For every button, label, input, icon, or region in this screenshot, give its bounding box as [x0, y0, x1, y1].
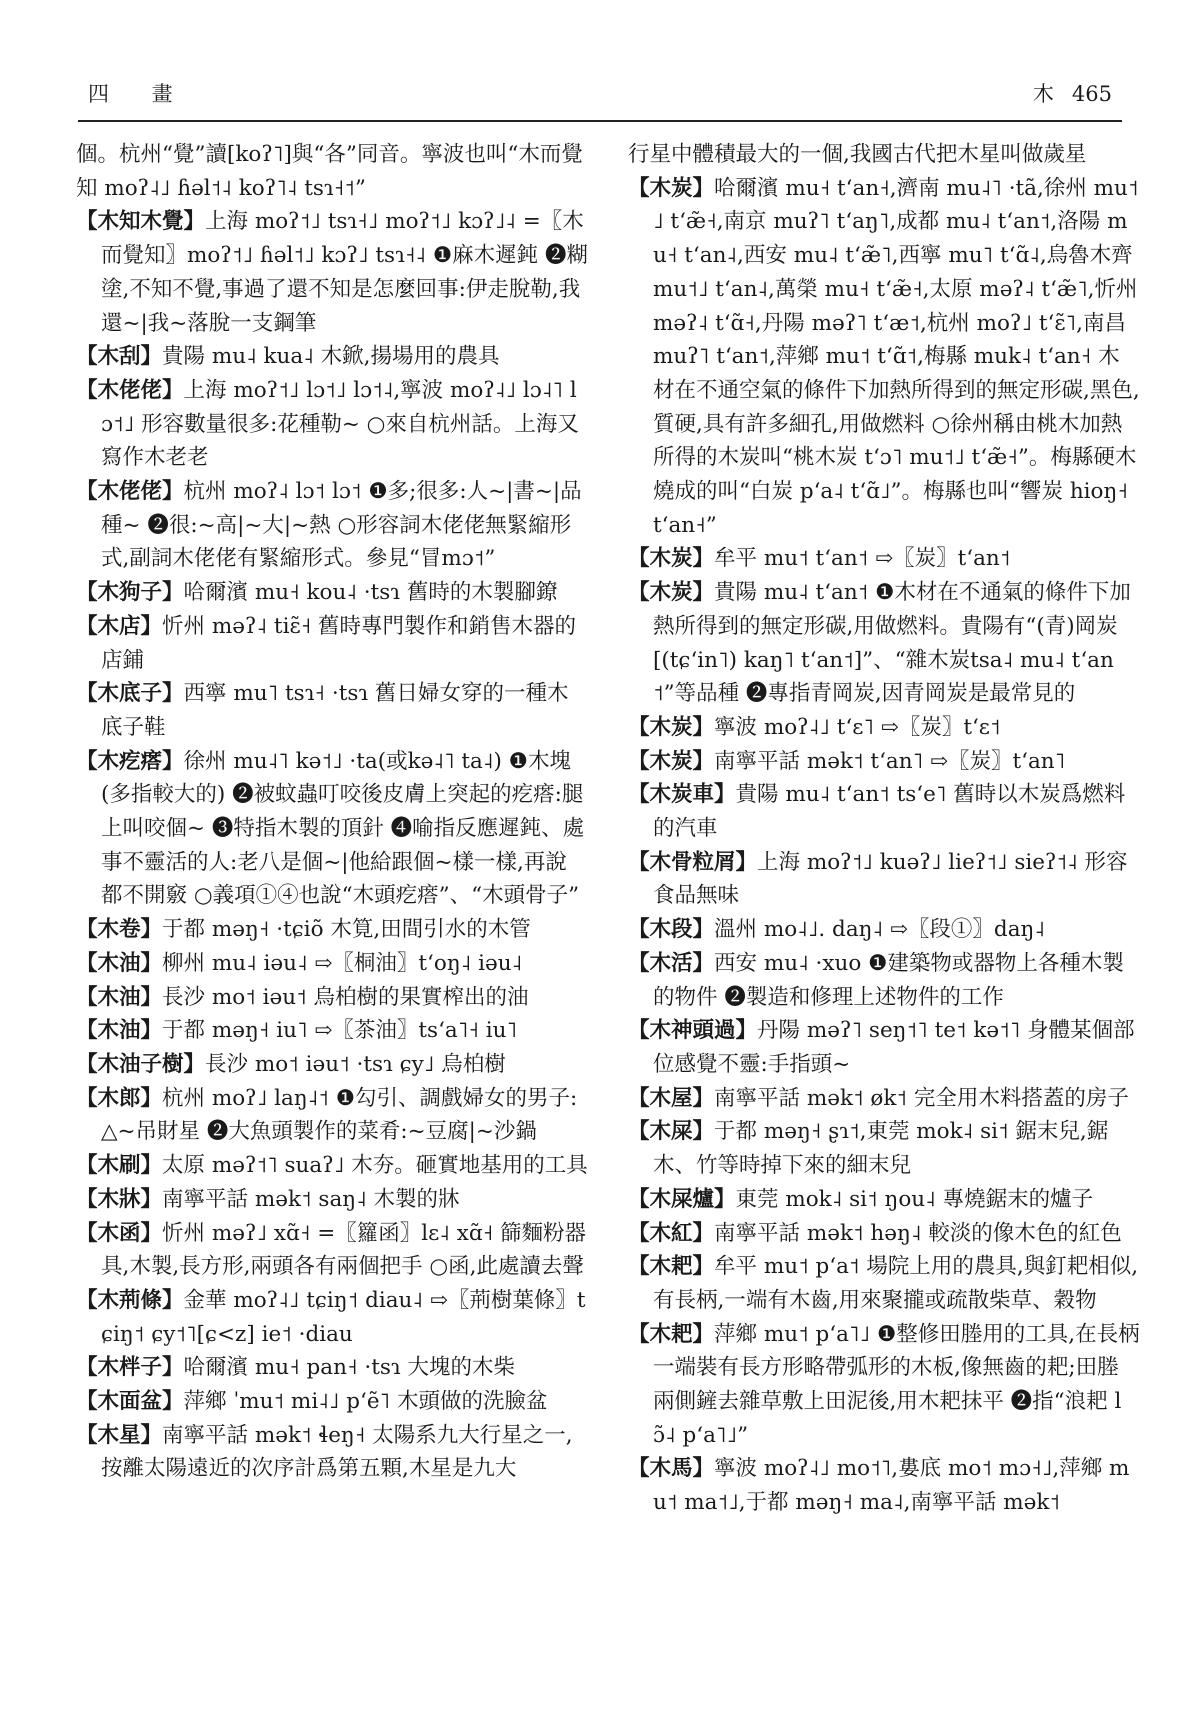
dictionary-entry [628, 1082, 1140, 1116]
page-header [88, 78, 1112, 118]
entry-body: 貴陽 mu˨ tʻan˦ ❶木材在不通氣的條件下加熱所得到的無定形碳,用做燃料。貴陽有“(青)岡炭[(tɕʻin˥) kaŋ˥ tʻan˦]”、“雜木炭tsa˨ mu˨ tʻan˦”等品種 ❷專指青岡炭,因青岡炭是最常見的 [653, 580, 1131, 707]
entry-headword: 【木耙】 [628, 1254, 715, 1280]
dictionary-entry [76, 1284, 588, 1351]
entry-headword: 【木底子】 [76, 681, 184, 707]
dictionary-entry [628, 1217, 1140, 1251]
entry-body: 哈爾濱 mu˧ tʻan˧,濟南 mu˨˥ ·tã,徐州 mu˦˩ tʻæ̃˧,南京 muʔ˥ tʻaŋ˥,成都 mu˨ tʻan˦,洛陽 mu˧ tʻan˨,西安 mu˨ tʻæ̃˥,西寧 mu˥ tʻɑ̃˨,烏魯木齊 mu˦˩ tʻan˨,萬榮 mu˧ tʻæ̃˧,太原 məʔ˨ tʻæ̃˥,忻州 məʔ˨ tʻɑ̃˧,丹陽 məʔ˥ tʻæ˦,杭州 moʔ˩ tʻɛ̃˥,南昌 muʔ˥ tʻan˦,萍鄉 mu˦ tʻɑ̃˦,梅縣 muk˨ tʻan˧ 木材在不通空氣的條件下加熱所得到的無定形碳,黑色,質硬,具有許多細孔,用做燃料 ○徐州稱由桃木加熱所得的木炭叫“桃木炭 tʻɔ˥ mu˦˩ tʻæ̃˧”。梅縣硬木燒成的叫“白炭 pʻa˨ tʻɑ̃˩”。梅縣也叫“響炭 hioŋ˧ tʻan˧” [653, 175, 1140, 538]
dictionary-entry [76, 340, 588, 374]
dictionary-entry [628, 711, 1140, 745]
entry-body: 貴陽 mu˨ tʻan˦ tsʻe˥ 舊時以木炭爲燃料的汽車 [653, 782, 1126, 842]
dictionary-entry [628, 138, 1140, 172]
dictionary-entry [76, 475, 588, 576]
entry-body: 長沙 mo˦ iəu˦ ·tsɿ ɕy˩ 烏柏樹 [205, 1051, 506, 1077]
entry-headword: 【木神頭過】 [628, 1018, 758, 1044]
dictionary-entry [76, 1385, 588, 1419]
entry-headword: 【木骨粒屑】 [628, 849, 758, 875]
dictionary-entry [628, 1183, 1140, 1217]
entry-body: 南寧平話 mək˦ saŋ˨ 木製的牀 [162, 1186, 460, 1212]
entry-body: 南寧平話 mək˦ ɬeŋ˧ 太陽系九大行星之一,按離太陽遠近的次序計爲第五顆,木星是九大 [101, 1422, 573, 1482]
entry-body: 太原 məʔ˦˥ suaʔ˩ 木夯。砸實地基用的工具 [162, 1153, 588, 1179]
entry-headword: 【木刷】 [76, 1153, 163, 1179]
entry-headword: 【木店】 [76, 613, 163, 639]
dictionary-entry [76, 374, 588, 475]
entry-body: 忻州 məʔ˩ xɑ̃˧ =〖籮函〗lɛ˨ xɑ̃˧ 篩麵粉器具,木製,長方形,兩頭各有兩個把手 ○函,此處讀去聲 [101, 1220, 587, 1280]
entry-body: 于都 məŋ˧ ·tɕiõ 木筧,田間引水的木管 [162, 917, 531, 943]
entry-headword: 【木佬佬】 [76, 479, 184, 505]
entry-headword: 【木佬佬】 [76, 377, 184, 403]
dictionary-entry [76, 1149, 588, 1183]
dictionary-entry [76, 947, 588, 981]
entry-body: 哈爾濱 mu˧ pan˧ ·tsɿ 大塊的木柴 [183, 1355, 515, 1381]
entry-headword: 【木知木覺】 [76, 209, 206, 235]
entry-body: 個。杭州“覺”讀[koʔ˥]與“各”同音。寧波也叫“木而覺知 moʔ˨˩ ɦəl˦˨ koʔ˥˨ tsɿ˧˦” [76, 142, 583, 201]
entry-body: 上海 moʔ˦˩ lɔ˦˩ lɔ˦˨,寧波 moʔ˨˩ lɔ˨˥ lɔ˦˩ 形容數量很多:花種勒~ ○來自杭州話。上海又寫作木老老 [101, 377, 579, 471]
entry-body: 柳州 mu˨ iəu˨ ⇨〖桐油〗tʻoŋ˨ iəu˨ [162, 950, 523, 976]
entry-headword: 【木油】 [76, 950, 163, 976]
entry-body: 牟平 mu˦ tʻan˦ ⇨〖炭〗tʻan˦ [714, 546, 1011, 572]
entry-body: 于都 məŋ˧ iu˥ ⇨〖茶油〗tsʻa˥˧ iu˥ [162, 1018, 518, 1044]
dictionary-entry [76, 677, 588, 744]
entry-headword: 【木疙瘩】 [76, 748, 184, 774]
entry-body: 牟平 mu˦ pʻa˦ 場院上用的農具,與釘耙相似,有長柄,一端有木齒,用來聚攏或疏散柴草、穀物 [653, 1254, 1139, 1313]
entry-headword: 【木油】 [76, 984, 163, 1010]
entry-headword: 【木面盆】 [76, 1389, 184, 1415]
entry-headword: 【木函】 [76, 1220, 163, 1246]
entry-headword: 【木刮】 [76, 344, 163, 370]
entry-body: 寧波 moʔ˨˩ mo˦˥,婁底 mo˦ mɔ˧˩,萍鄉 mu˦ ma˦˩,于都 məŋ˧ ma˨,南寧平話 mək˦ [653, 1456, 1130, 1516]
entry-body: 溫州 mo˨˩. daŋ˨ ⇨〖段①〗daŋ˨ [714, 917, 1045, 943]
dictionary-entry [76, 1048, 588, 1082]
entry-headword: 【木牀】 [76, 1186, 163, 1212]
entry-body: 于都 məŋ˧ ʂɿ˦,東莞 mok˨ si˦ 鋸末兒,鋸木、竹等時掉下來的細末兒 [653, 1119, 1109, 1179]
entry-body: 杭州 moʔ˨ lɔ˦ lɔ˦ ❶多;很多:人~|書~|品種~ ❷很:~高|~大|~熱 ○形容詞木佬佬無緊縮形式,副詞木佬佬有緊縮形式。參見“冒mɔ˦” [101, 479, 582, 572]
entry-headword: 【木炭】 [628, 175, 715, 201]
dictionary-entry [628, 542, 1140, 576]
entry-body: 東莞 mok˨ si˦ ŋou˨ 專燒鋸末的爐子 [735, 1186, 1094, 1212]
entry-headword: 【木馬】 [628, 1456, 715, 1482]
entry-headword: 【木活】 [628, 950, 715, 976]
entry-body: 上海 moʔ˦˩ tsɿ˧˩ moʔ˦˩ kɔʔ˩˨ =〖木而覺知〗moʔ˦˩ ɦəl˦˩ kɔʔ˩ tsɿ˧˨ ❶麻木遲鈍 ❷糊塗,不知不覺,事過了還不知是怎麼回事:伊走脫勒,我還~|我~落脫一支鋼筆 [101, 209, 588, 336]
dictionary-entry [628, 846, 1140, 913]
entry-body: 西寧 mu˥ tsɿ˧ ·tsɿ 舊日婦女穿的一種木底子鞋 [101, 681, 569, 740]
entry-headword: 【木炭】 [628, 580, 715, 606]
entry-body: 哈爾濱 mu˧ kou˨ ·tsɿ 舊時的木製腳鐐 [183, 580, 558, 606]
dictionary-entry [76, 1014, 588, 1048]
page-number: 465 [1071, 82, 1112, 106]
dictionary-entry [628, 1250, 1140, 1317]
entry-headword: 【木段】 [628, 917, 715, 943]
section-title: 四 畫 [88, 82, 191, 106]
entry-headword: 【木屋】 [628, 1085, 715, 1111]
entry-body: 金華 moʔ˨˩ tɕiŋ˦ diau˨ ⇨〖荊樹葉條〗tɕiŋ˦ ɕy˦˥[ɕ<z] ie˦ ·diau [101, 1287, 586, 1347]
dictionary-entry [76, 205, 588, 340]
running-head-char: 木 [1032, 82, 1054, 106]
entry-body: 忻州 məʔ˨ tiɛ̃˧ 舊時專門製作和銷售木器的店鋪 [101, 613, 577, 673]
entry-headword: 【木屎爐】 [628, 1186, 736, 1212]
entry-body: 長沙 mo˦ iəu˦ 烏柏樹的果實榨出的油 [162, 984, 529, 1010]
dictionary-entry [76, 138, 588, 205]
entry-body: 寧波 moʔ˨˩ tʻɛ˥ ⇨〖炭〗tʻɛ˦ [714, 714, 1001, 740]
entry-body: 上海 moʔ˦˩ kuəʔ˩ lieʔ˦˩ sieʔ˦˨ 形容食品無味 [653, 849, 1128, 909]
entry-headword: 【木油子樹】 [76, 1051, 206, 1077]
dictionary-entry [76, 745, 588, 914]
dictionary-entry [628, 1318, 1140, 1453]
entry-headword: 【木柈子】 [76, 1355, 184, 1381]
entry-headword: 【木荊條】 [76, 1287, 184, 1313]
dictionary-entry [628, 1115, 1140, 1182]
dictionary-entry [628, 576, 1140, 711]
entry-headword: 【木油】 [76, 1018, 163, 1044]
entry-headword: 【木炭車】 [628, 782, 736, 808]
entry-headword: 【木星】 [76, 1422, 163, 1448]
dictionary-entry [76, 1217, 588, 1284]
dictionary-entry [628, 947, 1140, 1014]
entry-headword: 【木狗子】 [76, 580, 184, 606]
entry-body: 南寧平話 mək˦ tʻan˥ ⇨〖炭〗tʻan˥ [714, 748, 1066, 774]
entry-headword: 【木炭】 [628, 748, 715, 774]
right-column [628, 138, 1140, 1520]
dictionary-entry [628, 778, 1140, 845]
dictionary-entry [628, 745, 1140, 779]
dictionary-entry [76, 1351, 588, 1385]
entry-body: 南寧平話 mək˦ øk˦ 完全用木料搭蓋的房子 [714, 1085, 1129, 1111]
entry-body: 徐州 mu˨˥ kə˦˩ ·ta(或kə˨˥ ta˨) ❶木塊(多指較大的) ❷被蚊蟲叮咬後皮膚上突起的疙瘩:腿上叫咬個~ ❸特指木製的頂針 ❹喻指反應遲鈍、處事不靈活的人:老八是個~|他給跟個~樣一樣,再說都不開竅 ○義項①④也說“木頭疙瘩”、“木頭骨子” [101, 748, 585, 909]
dictionary-entry [628, 172, 1140, 543]
entry-headword: 【木屎】 [628, 1119, 715, 1145]
entry-headword: 【木炭】 [628, 546, 715, 572]
entry-headword: 【木炭】 [628, 714, 715, 740]
entry-headword: 【木紅】 [628, 1220, 715, 1246]
entry-body: 貴陽 mu˨ kua˨ 木鍁,揚場用的農具 [162, 344, 500, 370]
dictionary-entry [628, 913, 1140, 947]
entry-body: 丹陽 məʔ˥ seŋ˦˥ te˦ kə˦˥ 身體某個部位感覺不靈:手指頭~ [653, 1018, 1135, 1077]
entry-headword: 【木卷】 [76, 917, 163, 943]
dictionary-entry [76, 913, 588, 947]
page-header-right [1015, 78, 1112, 108]
entry-body: 萍鄉 mu˦ pʻa˥˩ ❶整修田塍用的工具,在長柄一端裝有長方形略帶弧形的木板,像無齒的耙;田塍兩側鏟去雜草敷上田泥後,用木耙抹平 ❷指“浪耙 lɔ̃˨ pʻa˥˩” [653, 1321, 1140, 1448]
entry-body: 萍鄉 ˈmu˦ mi˨˩ pʻẽ˥ 木頭做的洗臉盆 [183, 1389, 548, 1415]
entry-body: 南寧平話 mək˦ həŋ˨ 較淡的像木色的紅色 [714, 1220, 1122, 1246]
entry-body: 行星中體積最大的一個,我國古代把木星叫做歲星 [628, 142, 1087, 167]
entry-body: 西安 mu˨ ·xuo ❶建築物或器物上各種木製的物件 ❷製造和修理上述物件的工作 [653, 950, 1124, 1010]
dictionary-entry [76, 610, 588, 677]
left-column [76, 138, 588, 1486]
dictionary-entry [76, 981, 588, 1015]
dictionary-entry [628, 1014, 1140, 1081]
entry-headword: 【木耙】 [628, 1321, 715, 1347]
dictionary-entry [628, 1452, 1140, 1519]
dictionary-entry [76, 1082, 588, 1149]
dictionary-entry [76, 1419, 588, 1486]
entry-headword: 【木郎】 [76, 1085, 163, 1111]
dictionary-entry [76, 1183, 588, 1217]
dictionary-entry [76, 576, 588, 610]
header-rule [78, 120, 1122, 122]
entry-body: 杭州 moʔ˩ laŋ˨˦ ❶勾引、調戲婦女的男子:△~吊財星 ❷大魚頭製作的菜肴:~豆腐|~沙鍋 [101, 1085, 578, 1145]
